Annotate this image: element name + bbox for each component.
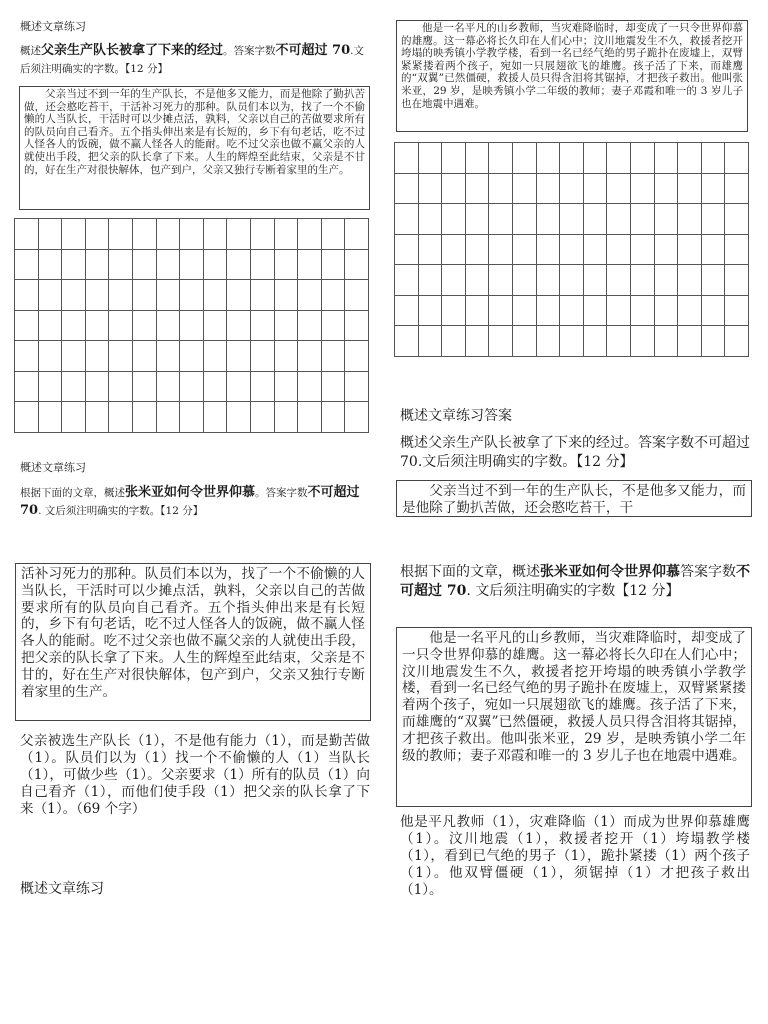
grid-cell <box>38 249 62 280</box>
grid-cell <box>583 295 607 326</box>
grid-cell <box>38 310 62 341</box>
grid-cell <box>109 371 133 402</box>
footer-title: 概述文章练习 <box>20 881 104 897</box>
grid-cell <box>62 371 86 402</box>
grid-cell <box>38 402 62 433</box>
grid-cell <box>678 234 702 265</box>
grid-cell <box>321 249 345 280</box>
grid-cell <box>132 249 156 280</box>
grid-cell <box>512 295 536 326</box>
grid-cell <box>250 371 274 402</box>
grid-cell <box>395 326 419 357</box>
grid-cell <box>250 341 274 372</box>
grid-cell <box>536 326 560 357</box>
grid-cell <box>465 143 489 174</box>
grid-cell <box>132 371 156 402</box>
grid-cell <box>203 310 227 341</box>
grid-cell <box>512 204 536 235</box>
grid-cell <box>132 219 156 250</box>
grid-cell <box>725 143 749 174</box>
grid-cell <box>274 219 298 250</box>
grid-cell <box>227 219 251 250</box>
grid-cell <box>512 326 536 357</box>
grid-cell <box>725 204 749 235</box>
section1-title: 概述文章练习 <box>20 20 86 33</box>
grid-cell <box>85 402 109 433</box>
grid-cell <box>536 234 560 265</box>
section1-passage: 父亲当过不到一年的生产队长，不是他多又能力，而是他除了勤扒苦做，还会憨吃苔干，干活补习死力的那种。队员们本以为，找了一个不偷懒的人当队长，干活时可以少摊点活，孰料，父亲以自己的苦做要求所有的队员向自己看齐。五个指头伸出来是有长短的，乡下有句老话，吃不过人怪各人的饭碗，做不赢人怪各人的能耐。吃不过父亲也做不赢父亲的人就使出手段，把父亲的队长拿了下来。人生的辉煌至此结束，父亲是不甘的，好在生产对很快解体，包产到户，父亲又独行专断着家里的生产。 <box>19 86 370 210</box>
grid-cell <box>274 341 298 372</box>
grid-cell <box>725 265 749 296</box>
grid-cell <box>132 280 156 311</box>
grid-cell <box>536 143 560 174</box>
grid-cell <box>418 173 442 204</box>
grid-cell <box>227 402 251 433</box>
grid-cell <box>85 371 109 402</box>
grid-cell <box>132 341 156 372</box>
grid-cell <box>85 341 109 372</box>
grid-cell <box>227 341 251 372</box>
grid-cell <box>701 326 725 357</box>
grid-cell <box>442 143 466 174</box>
grid-cell <box>583 143 607 174</box>
grid-cell <box>654 173 678 204</box>
grid-cell <box>250 280 274 311</box>
grid-cell <box>418 295 442 326</box>
grid-cell <box>560 265 584 296</box>
grid-cell <box>345 310 369 341</box>
grid-cell <box>465 173 489 204</box>
grid-cell <box>38 219 62 250</box>
grid-cell <box>180 310 204 341</box>
grid-cell <box>560 204 584 235</box>
grid-cell <box>560 173 584 204</box>
grid-cell <box>583 265 607 296</box>
grid-cell <box>156 371 180 402</box>
answer-grid-2 <box>394 142 749 357</box>
grid-cell <box>560 143 584 174</box>
grid-cell <box>298 280 322 311</box>
grid-cell <box>607 295 631 326</box>
grid-cell <box>442 326 466 357</box>
grid-cell <box>321 371 345 402</box>
grid-cell <box>630 326 654 357</box>
grid-cell <box>630 143 654 174</box>
grid-cell <box>156 341 180 372</box>
grid-cell <box>180 249 204 280</box>
grid-cell <box>654 204 678 235</box>
grid-cell <box>607 204 631 235</box>
grid-cell <box>465 234 489 265</box>
grid-cell <box>678 326 702 357</box>
grid-cell <box>180 371 204 402</box>
grid-cell <box>250 219 274 250</box>
grid-cell <box>630 173 654 204</box>
section2-prompt: 根据下面的文章，概述张米亚如何令世界仰慕。答案字数不可超过 70. 文后须注明确实的字数。【12 分】 <box>20 485 360 518</box>
grid-cell <box>15 402 39 433</box>
grid-cell <box>512 143 536 174</box>
grid-cell <box>15 280 39 311</box>
grid-cell <box>395 295 419 326</box>
grid-cell <box>109 280 133 311</box>
grid-cell <box>607 265 631 296</box>
grid-cell <box>85 249 109 280</box>
grid-cell <box>298 341 322 372</box>
grid-cell <box>180 402 204 433</box>
grid-cell <box>274 249 298 280</box>
grid-cell <box>489 326 513 357</box>
grid-cell <box>109 219 133 250</box>
grid-cell <box>321 402 345 433</box>
grid-cell <box>489 173 513 204</box>
grid-cell <box>250 249 274 280</box>
grid-cell <box>156 219 180 250</box>
grid-cell <box>298 310 322 341</box>
grid-cell <box>536 173 560 204</box>
answers-q1-passage: 父亲当过不到一年的生产队长，不是他多又能力，而是他除了勤扒苦做，还会憨吃苔干，干 <box>396 480 752 517</box>
grid-cell <box>654 326 678 357</box>
grid-cell <box>418 143 442 174</box>
grid-cell <box>701 295 725 326</box>
grid-cell <box>156 310 180 341</box>
grid-cell <box>62 402 86 433</box>
grid-cell <box>15 371 39 402</box>
grid-cell <box>62 280 86 311</box>
grid-cell <box>132 310 156 341</box>
grid-cell <box>156 402 180 433</box>
grid-cell <box>298 219 322 250</box>
grid-cell <box>701 173 725 204</box>
grid-cell <box>345 341 369 372</box>
grid-cell <box>654 234 678 265</box>
grid-cell <box>489 143 513 174</box>
grid-cell <box>180 219 204 250</box>
grid-cell <box>227 280 251 311</box>
grid-cell <box>465 295 489 326</box>
grid-cell <box>274 310 298 341</box>
grid-cell <box>85 310 109 341</box>
grid-cell <box>85 280 109 311</box>
grid-cell <box>725 234 749 265</box>
grid-cell <box>701 204 725 235</box>
answer-grid-1 <box>14 218 369 433</box>
grid-cell <box>489 204 513 235</box>
grid-cell <box>630 295 654 326</box>
grid-cell <box>345 280 369 311</box>
grid-cell <box>250 402 274 433</box>
grid-cell <box>678 173 702 204</box>
grid-cell <box>489 265 513 296</box>
grid-cell <box>298 371 322 402</box>
grid-cell <box>298 402 322 433</box>
grid-cell <box>38 371 62 402</box>
section2-title: 概述文章练习 <box>20 461 86 474</box>
grid-cell <box>395 204 419 235</box>
grid-cell <box>725 295 749 326</box>
grid-cell <box>418 234 442 265</box>
grid-cell <box>85 219 109 250</box>
grid-cell <box>654 295 678 326</box>
grid-cell <box>512 173 536 204</box>
grid-cell <box>395 265 419 296</box>
grid-cell <box>227 249 251 280</box>
grid-cell <box>395 173 419 204</box>
answer-2: 他是平凡教师（1），灾难降临（1）而成为世界仰慕雄鹰（1）。汶川地震（1），救援者挖开（1）垮塌教学楼（1），看到已气绝的男子（1），跪扑紧搂（1）两个孩子（1）。他双臂僵硬（1），须锯掉（1）才把孩子救出（1）。 <box>400 814 750 898</box>
grid-cell <box>583 204 607 235</box>
grid-cell <box>442 234 466 265</box>
answers-q2: 根据下面的文章，概述张米亚如何令世界仰慕答案字数不可超过 70. 文后须注明确实的字数【12 分】 <box>400 564 750 599</box>
grid-cell <box>109 402 133 433</box>
continued-passage: 活补习死力的那种。队员们本以为，找了一个不偷懒的人当队长，干活时可以少摊点活，孰料，父亲以自己的苦做要求所有的队员向自己看齐。五个指头伸出来是有长短的，乡下有句老话，吃不过人怪各人的饭碗，做不赢人怪各人的能耐。吃不过父亲也做不赢父亲的人就使出手段，把父亲的队长拿了下来。人生的辉煌至此结束，父亲是不甘的，好在生产对很快解体，包产到户，父亲又独行专断着家里的生产。 <box>15 563 371 721</box>
grid-cell <box>442 265 466 296</box>
passage-2: 他是一名平凡的山乡教师，当灾难降临时，却变成了一只令世界仰慕的雄鹰。这一幕必将长久印在人们心中；汶川地震发生不久，救援者挖开垮塌的映秀镇小学教学楼，看到一名已经气绝的男子跪扑在废墟上，双臂紧紧搂着两个孩子，宛如一只展翅欲飞的雄鹰。孩子活了下来，而雄鹰的“双翼”已然僵硬，救援人员只得含泪将其锯掉，才把孩子救出。他叫张米亚，29 岁，是映秀镇小学二年级的教师；妻子邓霞和唯一的 3 岁儿子也在地震中遇难。 <box>396 20 748 132</box>
grid-cell <box>345 219 369 250</box>
grid-cell <box>298 249 322 280</box>
grid-cell <box>465 204 489 235</box>
grid-cell <box>109 249 133 280</box>
grid-cell <box>180 280 204 311</box>
grid-cell <box>654 143 678 174</box>
grid-cell <box>630 265 654 296</box>
grid-cell <box>465 326 489 357</box>
grid-cell <box>62 310 86 341</box>
grid-cell <box>418 326 442 357</box>
grid-cell <box>321 280 345 311</box>
grid-cell <box>701 265 725 296</box>
grid-cell <box>203 280 227 311</box>
grid-cell <box>536 295 560 326</box>
grid-cell <box>345 402 369 433</box>
grid-cell <box>203 371 227 402</box>
grid-cell <box>180 341 204 372</box>
grid-cell <box>418 265 442 296</box>
grid-cell <box>227 371 251 402</box>
grid-cell <box>678 265 702 296</box>
grid-cell <box>156 249 180 280</box>
grid-cell <box>203 402 227 433</box>
grid-cell <box>321 219 345 250</box>
grid-cell <box>489 234 513 265</box>
grid-cell <box>274 280 298 311</box>
grid-cell <box>15 341 39 372</box>
section1-prompt: 概述父亲生产队长被拿了下来的经过。答案字数不可超过 70.文后须注明确实的字数。【12 分】 <box>20 43 364 75</box>
answers-q1: 概述父亲生产队长被拿了下来的经过。答案字数不可超过 70.文后须注明确实的字数。【12 分】 <box>400 435 750 470</box>
grid-cell <box>132 402 156 433</box>
grid-cell <box>678 295 702 326</box>
grid-cell <box>109 310 133 341</box>
grid-cell <box>512 265 536 296</box>
answers-passage-2: 他是一名平凡的山乡教师，当灾难降临时，却变成了一只令世界仰慕的雄鹰。这一幕必将长久印在人们心中；汶川地震发生不久，救援者挖开垮塌的映秀镇小学教学楼，看到一名已经气绝的男子跪扑在废墟上，双臂紧紧搂着两个孩子，宛如一只展翅欲飞的雄鹰。孩子活了下来，而雄鹰的“双翼”已然僵硬，救援人员只得含泪将其锯掉，才把孩子救出。他叫张米亚，29 岁，是映秀镇小学二年级的教师；妻子邓霞和唯一的 3 岁儿子也在地震中遇难。 <box>396 627 752 807</box>
grid-cell <box>227 310 251 341</box>
grid-cell <box>607 143 631 174</box>
grid-cell <box>345 249 369 280</box>
grid-cell <box>442 204 466 235</box>
grid-cell <box>203 341 227 372</box>
grid-cell <box>512 234 536 265</box>
grid-cell <box>607 326 631 357</box>
grid-cell <box>560 326 584 357</box>
grid-cell <box>583 234 607 265</box>
grid-cell <box>203 219 227 250</box>
grid-cell <box>15 310 39 341</box>
grid-cell <box>607 173 631 204</box>
grid-cell <box>678 143 702 174</box>
grid-cell <box>418 204 442 235</box>
grid-cell <box>725 326 749 357</box>
grid-cell <box>62 249 86 280</box>
grid-cell <box>583 173 607 204</box>
grid-cell <box>465 265 489 296</box>
grid-cell <box>321 341 345 372</box>
grid-cell <box>395 234 419 265</box>
grid-cell <box>583 326 607 357</box>
grid-cell <box>678 204 702 235</box>
grid-cell <box>701 143 725 174</box>
grid-cell <box>630 234 654 265</box>
grid-cell <box>654 265 678 296</box>
grid-cell <box>607 234 631 265</box>
grid-cell <box>38 280 62 311</box>
grid-cell <box>62 341 86 372</box>
grid-cell <box>109 341 133 372</box>
grid-cell <box>630 204 654 235</box>
grid-cell <box>536 204 560 235</box>
grid-cell <box>274 402 298 433</box>
grid-cell <box>725 173 749 204</box>
grid-cell <box>321 310 345 341</box>
grid-cell <box>156 280 180 311</box>
grid-cell <box>395 143 419 174</box>
grid-cell <box>38 341 62 372</box>
grid-cell <box>15 249 39 280</box>
grid-cell <box>15 219 39 250</box>
grid-cell <box>62 219 86 250</box>
answer-1: 父亲被选生产队长（1），不是他有能力（1），而是勤苦做（1）。队员们以为（1）找一个不偷懒的人（1）当队长（1），可做少些（1）。父亲要求（1）所有的队员（1）向自己看齐（1），而他们使手段（1）把父亲的队长拿了下来（1）。（69 个字） <box>20 733 370 817</box>
grid-cell <box>345 371 369 402</box>
grid-cell <box>442 295 466 326</box>
grid-cell <box>250 310 274 341</box>
answers-title: 概述文章练习答案 <box>400 408 512 424</box>
grid-cell <box>560 234 584 265</box>
grid-cell <box>489 295 513 326</box>
grid-cell <box>442 173 466 204</box>
grid-cell <box>203 249 227 280</box>
grid-cell <box>701 234 725 265</box>
grid-cell <box>536 265 560 296</box>
grid-cell <box>560 295 584 326</box>
grid-cell <box>274 371 298 402</box>
